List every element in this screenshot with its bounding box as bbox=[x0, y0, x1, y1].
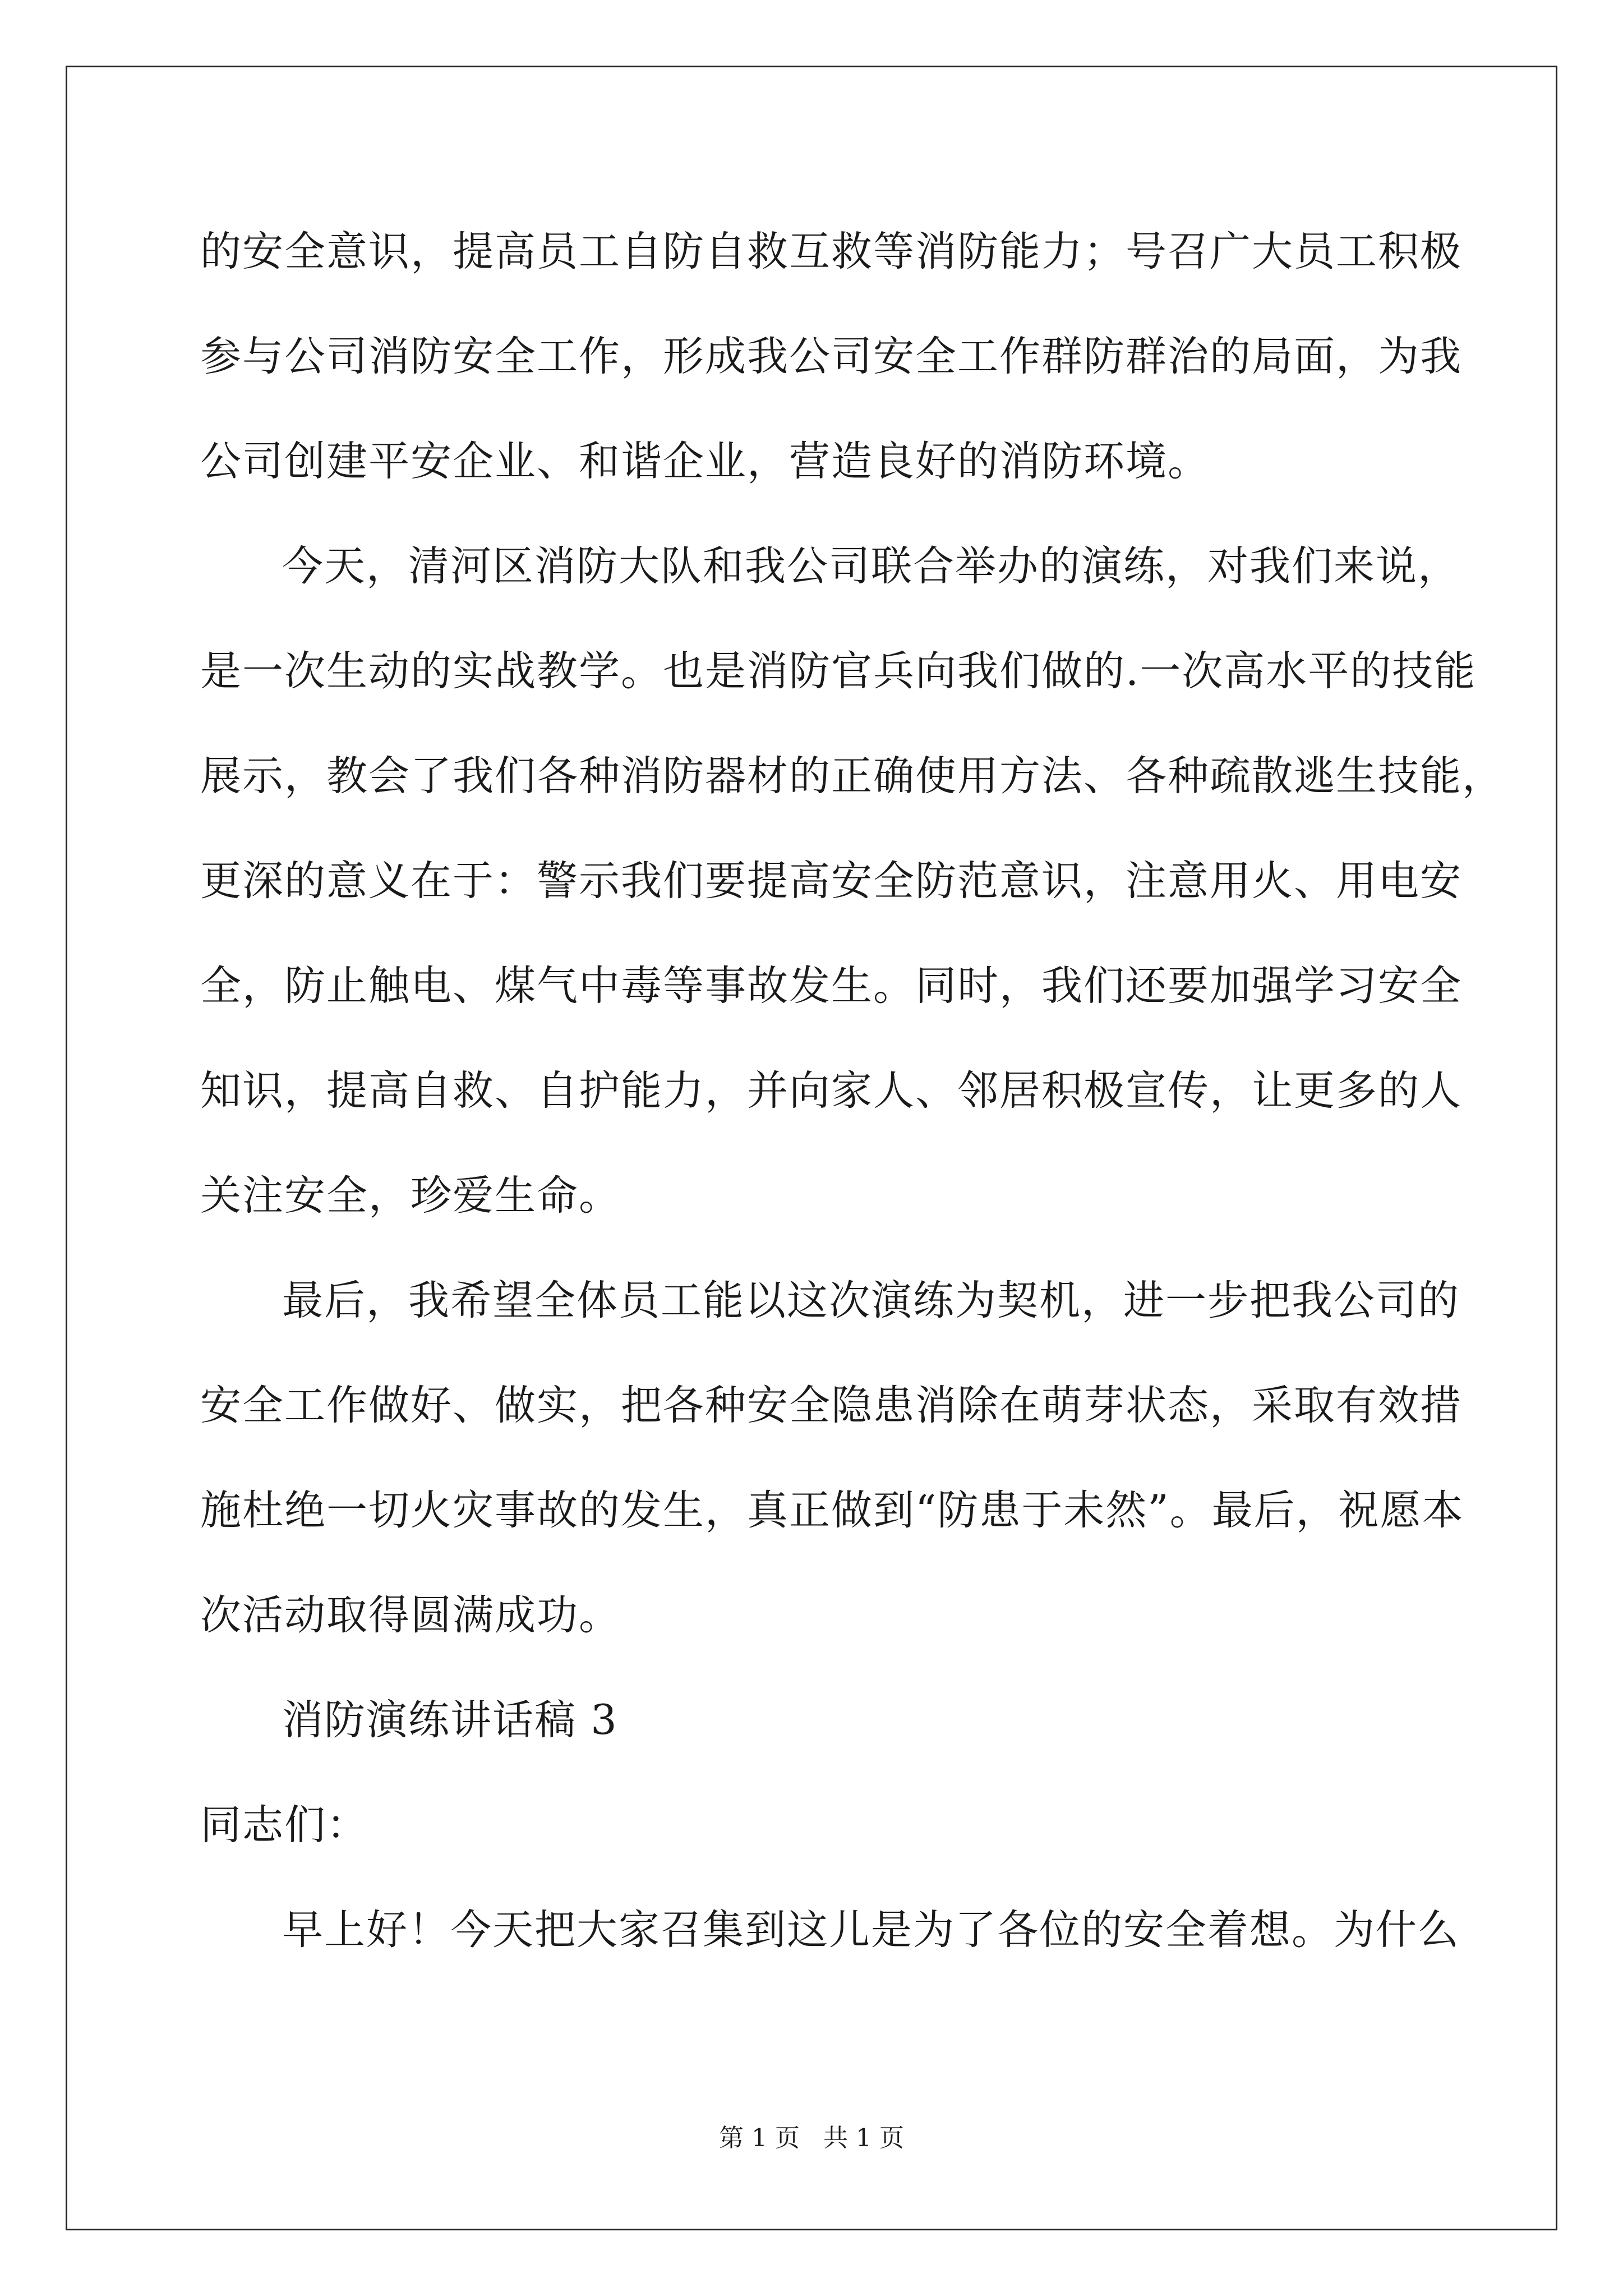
text-line: 的安全意识，提高员工自防自救互救等消防能力；号召广大员工积极 bbox=[200, 228, 1462, 275]
text-line: 参与公司消防安全工作，形成我公司安全工作群防群治的局面，为我 bbox=[200, 333, 1462, 380]
text-line: 全，防止触电、煤气中毒等事故发生。同时，我们还要加强学习安全 bbox=[200, 962, 1462, 1010]
text-line: 关注安全，珍爱生命。 bbox=[200, 1172, 621, 1220]
salutation: 同志们： bbox=[200, 1801, 368, 1849]
document-body bbox=[200, 199, 1504, 1982]
text-line: 更深的意义在于：警示我们要提高安全防范意识，注意用火、用电安 bbox=[200, 857, 1462, 905]
paragraph-start-line: 早上好！今天把大家召集到这儿是为了各位的安全着想。为什么 bbox=[282, 1906, 1460, 1954]
text-line: 次活动取得圆满成功。 bbox=[200, 1591, 621, 1639]
paragraph-start-line: 今天，清河区消防大队和我公司联合举办的演练，对我们来说， bbox=[282, 542, 1460, 590]
section-heading: 消防演练讲话稿 3 bbox=[282, 1696, 618, 1744]
page-footer: 第 1 页 共 1 页 bbox=[719, 2124, 904, 2152]
text-line: 展示，教会了我们各种消防器材的正确使用方法、各种疏散逃生技能， bbox=[200, 752, 1504, 800]
text-line: 施杜绝一切火灾事故的发生，真正做到“防患于未然”。最后，祝愿本 bbox=[200, 1487, 1464, 1534]
text-line: 公司创建平安企业、和谐企业，营造良好的消防环境。 bbox=[200, 438, 1210, 485]
text-line: 安全工作做好、做实，把各种安全隐患消除在萌芽状态，采取有效措 bbox=[200, 1382, 1462, 1429]
text-line: 是一次生动的实战教学。也是消防官兵向我们做的.一次高水平的技能 bbox=[200, 647, 1477, 695]
paragraph-start-line: 最后，我希望全体员工能以这次演练为契机，进一步把我公司的 bbox=[282, 1277, 1460, 1324]
text-line: 知识，提高自救、自护能力，并向家人、邻居积极宣传，让更多的人 bbox=[200, 1067, 1462, 1115]
